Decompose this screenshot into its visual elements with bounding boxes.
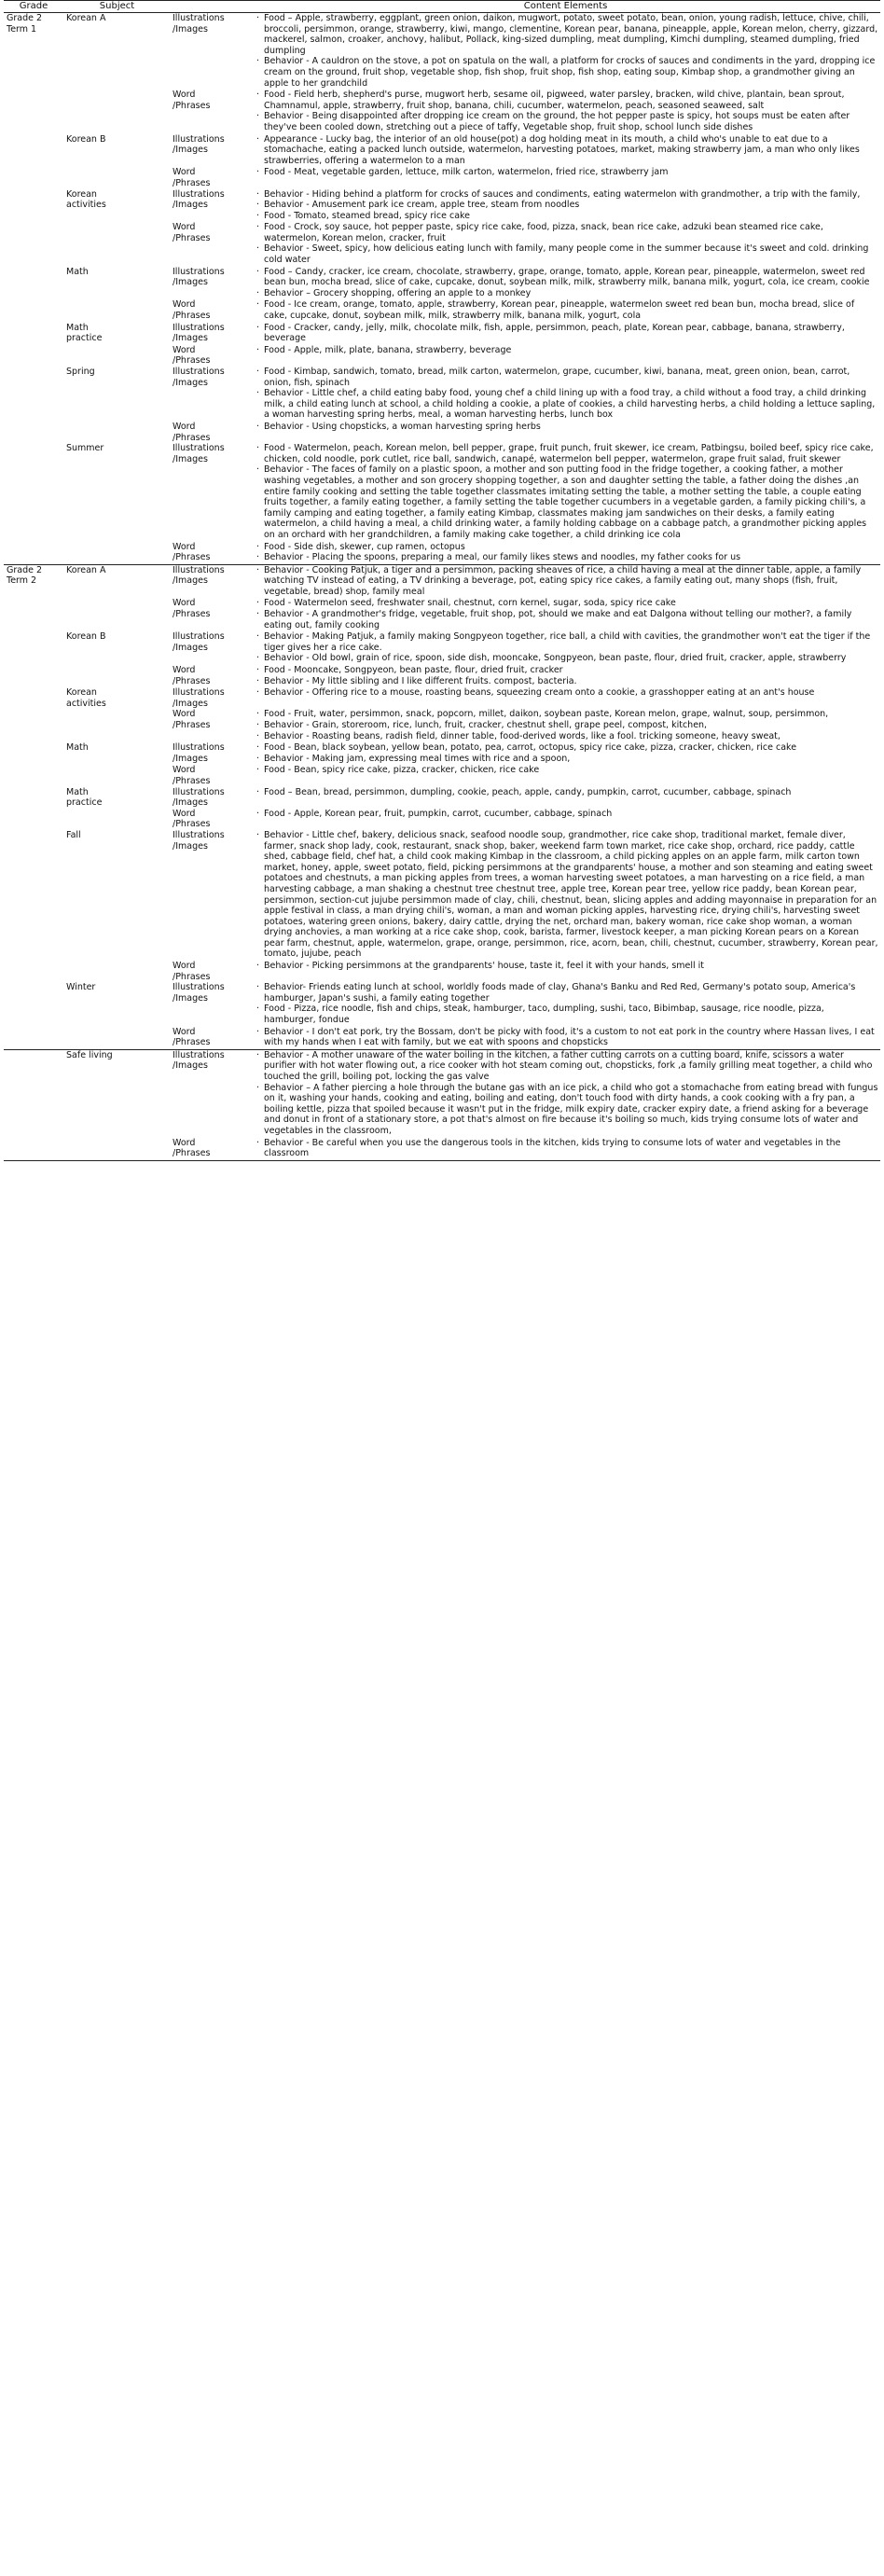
subject-cell (63, 222, 171, 266)
subject-cell (63, 765, 171, 786)
content-item: · Behavior - Roasting beans, radish field, dinner table, food-derived words, like a fool. tricking someone, heavy sweat, (253, 731, 878, 742)
content-item: · Food - Pizza, rice noodle, fish and chips, steak, hamburger, taco, dumpling, sushi, taco, Bibimbap, sausage, rice noodle, pizza, hamburger, fondue (253, 1004, 878, 1025)
subject-cell (63, 90, 171, 133)
content-item: · Food - Apple, milk, plate, banana, strawberry, beverage (253, 345, 878, 356)
content-cell (251, 687, 880, 709)
content-item: · Behavior - The faces of family on a plastic spoon, a mother and son putting food in the fridge together, a cooking father, a mother washing vegetables, a mother and son grocery shopping together, a son and daughter setting the table, a father doing the dishes ,an entire family cooking and setting the table together classmates imitating setting the table, a mother setting the table, a couple eating fruits together, a family eating together, a family setting the table together cucumbers in a vegetable garden, a family picking chili's, a family camping and eating together, a family eating Kimbap, classmates making jam sandwiches on their desks, a family eating watermelon, a child having a meal, a child drinking water, a family holding cabbage on a cabbage patch, a grandmother picking apples on an orchard with her grandchildren, a family making cake together, a child drinking ice cola (253, 464, 878, 540)
grade-cell (4, 982, 63, 1026)
subject-cell (63, 665, 171, 687)
subject-cell (63, 709, 171, 742)
content-item: · Behavior - Making Patjuk, a family making Songpyeon together, rice ball, a child with cavities, the grandmother won't eat the tiger if the tiger gives her a rice cake. (253, 631, 878, 653)
subject-cell: Korean B (66, 133, 106, 145)
grade-cell: Grade 2 Term 2 (4, 564, 63, 598)
subject-cell (63, 1138, 171, 1161)
content-item: · Food - Bean, black soybean, yellow bean, potato, pea, carrot, octopus, spicy rice cake, pizza, cracker, chicken, rice cake (253, 742, 878, 754)
type-cell: Illustrations /Images (173, 367, 225, 388)
grade-cell (4, 742, 63, 765)
content-cell (251, 1049, 880, 1137)
grade-cell (4, 687, 63, 709)
grade-cell (4, 542, 63, 565)
content-item: · Food - Bean, spicy rice cake, pizza, cracker, chicken, rice cake (253, 765, 878, 776)
content-cell (251, 134, 880, 168)
table-row (4, 345, 880, 367)
content-cell (251, 787, 880, 809)
content-cell (251, 345, 880, 367)
grade-cell (4, 765, 63, 786)
table-row (4, 809, 880, 830)
table-row (4, 90, 880, 133)
content-cell (251, 982, 880, 1026)
content-item: · Behavior - A cauldron on the stove, a pot on spatula on the wall, a platform for crocks of sauces and condiments in the yard, dropping ice cream on the ground, fruit shop, vegetable shop, fish shop, fruit shop, fish shop, eating soup, Kimbap shop, a grandmother giving an apple to her grandchild (253, 56, 878, 89)
subject-cell (63, 542, 171, 565)
grade-cell (4, 367, 63, 422)
content-item: · Behavior - Cooking Patjuk, a tiger and a persimmon, packing sheaves of rice, a child having a meal at the dinner table, apple, a family watching TV instead of eating, a TV drinking a beverage, pot, eating spicy rice cakes, a family eating out, many shops (fish, fruit, vegetable, bread) shop, family meal (253, 565, 878, 598)
content-cell (251, 809, 880, 830)
table-row (4, 167, 880, 188)
subject-cell (63, 345, 171, 367)
type-cell: Word /Phrases (173, 709, 211, 730)
type-cell: Word /Phrases (173, 167, 211, 188)
content-item: · Behavior - Little chef, a child eating baby food, young chef a child lining up with a food tray, a child without a food tray, a child drinking milk, a child eating lunch at school, a child holding a cookie, a plate of cookies, a child harvesting herbs, a child holding a lettuce sapling, a woman harvesting spring herbs, meal, a woman harvesting herbs, lunch box (253, 388, 878, 421)
table-row (4, 267, 880, 300)
content-item: · Behavior - Be careful when you use the dangerous tools in the kitchen, kids trying to consume lots of water and vegetables in the classroom (253, 1138, 878, 1159)
table-row (4, 709, 880, 742)
content-cell (251, 443, 880, 541)
content-item: · Food – Bean, bread, persimmon, dumpling, cookie, peach, apple, candy, pumpkin, carrot, cucumber, cabbage, spinach (253, 787, 878, 798)
subject-cell: Math practice (66, 322, 103, 344)
table-row (4, 631, 880, 665)
content-item: · Behavior - Picking persimmons at the grandparents' house, taste it, feel it with your hands, smell it (253, 961, 878, 972)
grade-cell (4, 598, 63, 631)
header-subject: Subject (63, 1, 171, 13)
type-cell: Illustrations /Images (173, 742, 225, 764)
grade-cell (4, 787, 63, 809)
content-item: · Behavior - Making jam, expressing meal times with rice and a spoon, (253, 754, 878, 765)
content-item: · Food - Apple, Korean pear, fruit, pumpkin, carrot, cucumber, cabbage, spinach (253, 809, 878, 820)
content-item: · Food - Mooncake, Songpyeon, bean paste, flour, dried fruit, cracker (253, 665, 878, 676)
subject-cell: Math practice (66, 786, 103, 809)
table-row (4, 830, 880, 961)
subject-cell: Korean B (66, 631, 106, 643)
content-cell (251, 299, 880, 322)
type-cell: Word /Phrases (173, 344, 211, 367)
grade-cell (4, 323, 63, 345)
content-cell (251, 542, 880, 565)
table-row (4, 134, 880, 168)
type-cell: Illustrations /Images (173, 188, 225, 211)
subject-cell (63, 1027, 171, 1050)
grade-cell (4, 809, 63, 830)
subject-cell (63, 167, 171, 188)
content-cell (251, 598, 880, 631)
content-item: · Food - Field herb, shepherd's purse, mugwort herb, sesame oil, pigweed, water parsley, bracken, wild chive, plantain, bean sprout, Chamnamul, apple, strawberry, fruit shop, banana, chili, cucumber, watermelon, peach, seasoned seaweed, salt (253, 90, 878, 111)
table-row (4, 1027, 880, 1050)
subject-cell: Fall (66, 829, 81, 840)
content-cell (251, 323, 880, 345)
subject-cell (63, 961, 171, 982)
content-elements-table (4, 0, 880, 1161)
content-item: · Behavior - I don't eat pork, try the Bossam, don't be picky with food, it's a custom to not eat pork in the country where Hassan lives, I eat with my hands when I eat with family, but we eat with spoons and chopsticks (253, 1027, 878, 1048)
type-cell: Word /Phrases (173, 1026, 211, 1048)
table-row (4, 742, 880, 765)
subject-cell (63, 598, 171, 631)
grade-cell: Grade 2 Term 1 (7, 13, 43, 35)
table-row (4, 367, 880, 422)
grade-cell (4, 1138, 63, 1161)
type-cell: Word /Phrases (173, 808, 211, 830)
content-cell (251, 367, 880, 422)
table-row (4, 982, 880, 1026)
type-cell: Illustrations /Images (173, 786, 225, 809)
content-cell (251, 631, 880, 665)
grade-cell (4, 189, 63, 223)
type-cell: Illustrations /Images (171, 564, 251, 598)
type-cell: Illustrations /Images (173, 13, 225, 35)
content-item: · Behavior - Little chef, bakery, delicious snack, seafood noodle soup, grandmother, rice cake shop, traditional market, female diver, farmer, snack shop lady, cook, restaurant, snack shop, baker, weekend farm town market, rice cake shop, orchard, rice paddy, cattle shed, cabbage field, chef hat, a child cook making Kimbap in the classroom, a child picking apples on an apple farm, milk carton town market, honey, apple, sweet potato, field, picking persimmons at the grandparents' house, a mother and son steaming and eating sweet potatoes and chestnuts, a man picking apples from trees, a woman harvesting sweet potatoes, a man harvesting on a rice field, a man harvesting cabbage, a man shaking a chestnut tree chestnut tree, apple tree, Korean pear tree, yellow rice paddy, bean Korean pear, persimmon, section-cut jujube persimmon made of clay, chili, chestnut, bean, slicing apples and adding mayonnaise in preparation for an apple festival in class, a man drying chili's, woman, a man and woman picking apples, harvesting rice, drying chili's, harvesting sweet potatoes, watering green onions, bakery, dairy cattle, drying the net, orchard man, bakery woman, rice cake shop woman, a woman drying anchovies, a man working at a rice cake shop, cook, barista, farmer, livestock keeper, a man picking Korean pears on a Korean pear farm, chestnut, apple, watermelon, grape, orange, persimmon, rice, acorn, bean, chili, chestnut, cucumber, strawberry, Korean pear, tomato, jujube, peach (253, 830, 878, 960)
type-cell: Illustrations /Images (173, 133, 225, 156)
grade-cell (4, 665, 63, 687)
subject-cell (63, 809, 171, 830)
content-item: · Food - Kimbap, sandwich, tomato, bread, milk carton, watermelon, grape, cucumber, kiwi, banana, meat, green onion, bean, carrot, onion, fish, spinach (253, 367, 878, 388)
content-cell (251, 13, 880, 90)
type-cell: Word /Phrases (173, 541, 211, 563)
subject-cell: Spring (66, 367, 95, 377)
content-cell (251, 189, 880, 223)
subject-cell: Korean A (63, 564, 171, 598)
header-grade: Grade (4, 1, 63, 13)
type-cell: Word /Phrases (173, 765, 211, 786)
content-item: · Food – Apple, strawberry, eggplant, green onion, daikon, mugwort, potato, sweet potato, bean, onion, young radish, lettuce, chive, chili, broccoli, persimmon, orange, strawberry, kiwi, mango, clementine, Korean pear, banana, pineapple, apple, Korean melon, cherry, gizzard, mackerel, salmon, croaker, anchovy, halibut, Pollack, king-sized dumpling, meat dumpling, Kimchi dumpling, steamed dumpling, fried dumpling (253, 13, 878, 56)
type-cell: Illustrations /Images (173, 266, 225, 288)
content-item: · Food - Meat, vegetable garden, lettuce, milk carton, watermelon, fried rice, strawberry jam (253, 167, 878, 178)
content-item: · Food - Ice cream, orange, tomato, apple, strawberry, Korean pear, pineapple, watermelon sweet red bean bun, mocha bread, slice of cake, cupcake, donut, soybean milk, milk, strawberry milk, banana milk, yogurt, cola (253, 299, 878, 321)
content-item: · Behavior - Amusement park ice cream, apple tree, steam from noodles (253, 200, 878, 211)
type-cell: Word /Phrases (173, 222, 211, 243)
grade-cell (4, 961, 63, 982)
grade-cell (4, 709, 63, 742)
content-cell (251, 1027, 880, 1050)
grade-cell (4, 267, 63, 300)
content-item: · Behavior - A mother unaware of the water boiling in the kitchen, a father cutting carrots on a cutting board, knife, scissors a water purifier with hot water flowing out, a rice cooker with hot steam coming out, chopsticks, fork ,a family grilling meat together, a child who touched the grill, boiling pot, locking the gas valve (253, 1050, 878, 1083)
content-item: · Behavior - My little sibling and I like different fruits. compost, bacteria. (253, 676, 878, 687)
header-type (171, 1, 251, 13)
type-cell: Word /Phrases (173, 90, 211, 111)
grade-cell (4, 1027, 63, 1050)
content-item: · Food - Tomato, steamed bread, spicy rice cake (253, 211, 878, 222)
type-cell: Word /Phrases (173, 421, 211, 443)
content-cell (251, 167, 880, 188)
subject-cell (63, 299, 171, 322)
content-item: · Behavior – Grocery shopping, offering an apple to a monkey (253, 288, 878, 299)
table-row (4, 299, 880, 322)
type-cell: Illustrations /Images (171, 1049, 251, 1137)
type-cell: Word /Phrases (171, 1138, 251, 1161)
grade-cell (4, 422, 63, 443)
type-cell: Illustrations /Images (173, 829, 225, 852)
subject-cell: Math (66, 742, 89, 754)
content-cell (251, 709, 880, 742)
content-item: · Appearance - Lucky bag, the interior of an old house(pot) a dog holding meat in its mouth, a child who's unable to eat due to a stomachache, eating a packed lunch outside, watermelon, harvesting potatoes, market, making strawberry jam, a man who only likes strawberries, offering a watermelon to a man (253, 134, 878, 167)
content-item: · Food – Candy, cracker, ice cream, chocolate, strawberry, grape, orange, tomato, apple, Korean pear, pineapple, watermelon, sweet red bean bun, mocha bread, slice of cake, cupcake, donut, soybean milk, milk, strawberry milk, banana milk, yogurt, cola, ice cream, cookie (253, 267, 878, 288)
subject-cell: Korean activities (66, 188, 106, 211)
content-item: · Food - Watermelon, peach, Korean melon, bell pepper, grape, fruit punch, fruit skewer, ice cream, Patbingsu, boiled beef, spicy rice cake, chicken, cold noodle, pork cutlet, rice ball, sandwich, canapé, watermelon bell pepper, watermelon, grape fruit salad, fruit skewer (253, 443, 878, 464)
type-cell: Illustrations /Images (173, 631, 225, 653)
table-row (4, 422, 880, 443)
content-item: · Behavior - Being disappointed after dropping ice cream on the ground, the hot pepper paste is spicy, hot soups must be eaten after they've been cooled down, stretching out a piece of taffy, Vegetable shop, fruit shop, school lunch side dishes (253, 111, 878, 132)
grade-cell (4, 134, 63, 168)
grade-cell (4, 299, 63, 322)
type-cell: Word /Phrases (173, 299, 211, 322)
header-content: Content Elements (251, 1, 880, 13)
type-cell: Word /Phrases (173, 598, 211, 620)
content-cell (251, 961, 880, 982)
content-cell (251, 422, 880, 443)
content-item: · Behavior- Friends eating lunch at school, worldly foods made of clay, Ghana's Banku and Red Red, Germany's potato soup, America's hamburger, Japan's sushi, a family eating together (253, 982, 878, 1004)
content-item: · Food - Fruit, water, persimmon, snack, popcorn, millet, daikon, soybean paste, Korean melon, grape, walnut, soup, persimmon, (253, 709, 878, 720)
grade-cell (4, 830, 63, 961)
grade-cell (4, 631, 63, 665)
content-cell (251, 222, 880, 266)
content-item: · Food - Crock, soy sauce, hot pepper paste, spicy rice cake, food, pizza, snack, bean rice cake, adzuki bean steamed rice cake, watermelon, Korean melon, cracker, fruit (253, 222, 878, 243)
type-cell: Illustrations /Images (173, 687, 225, 709)
table-row (4, 787, 880, 809)
content-cell (251, 90, 880, 133)
table-row (4, 961, 880, 982)
subject-cell: Summer (66, 443, 104, 454)
content-item: · Behavior - Sweet, spicy, how delicious eating lunch with family, many people come in the summer because it's sweet and cold. drinking cold water (253, 243, 878, 265)
subject-cell (63, 422, 171, 443)
type-cell: Illustrations /Images (173, 443, 225, 464)
subject-cell: Korean activities (66, 687, 106, 709)
table-row (4, 1049, 880, 1137)
subject-cell: Safe living (63, 1049, 171, 1137)
content-item: · Food - Side dish, skewer, cup ramen, octopus (253, 542, 878, 553)
table-row (4, 443, 880, 541)
table-row (4, 13, 880, 90)
type-cell: Word /Phrases (173, 665, 211, 686)
table-row (4, 542, 880, 565)
content-cell (251, 665, 880, 687)
content-cell (251, 830, 880, 961)
type-cell: Word /Phrases (173, 961, 211, 982)
type-cell: Illustrations /Images (173, 982, 225, 1004)
table-row (4, 665, 880, 687)
grade-cell (4, 1049, 63, 1137)
grade-cell (4, 167, 63, 188)
grade-cell (4, 222, 63, 266)
content-item: · Behavior - Using chopsticks, a woman harvesting spring herbs (253, 422, 878, 433)
content-cell (251, 742, 880, 765)
content-item: · Behavior - Old bowl, grain of rice, spoon, side dish, mooncake, Songpyeon, bean paste, flour, dried fruit, cracker, apple, strawberry (253, 653, 878, 664)
content-item: · Behavior - Offering rice to a mouse, roasting beans, squeezing cream onto a cookie, a grasshopper eating at an ant's house (253, 687, 878, 699)
content-item: · Behavior - Grain, storeroom, rice, lunch, fruit, cracker, chestnut shell, grape peel, compost, kitchen, (253, 720, 878, 731)
subject-cell: Math (66, 266, 89, 277)
grade-cell (4, 443, 63, 541)
table-row (4, 598, 880, 631)
grade-cell (4, 90, 63, 133)
header-row (4, 1, 880, 13)
grade-cell (4, 345, 63, 367)
subject-cell: Korean A (66, 13, 106, 23)
content-item: · Food - Watermelon seed, freshwater snail, chestnut, corn kernel, sugar, soda, spicy rice cake (253, 598, 878, 609)
table-row (4, 687, 880, 709)
content-item: · Behavior - A grandmother's fridge, vegetable, fruit shop, pot, should we make and eat Dalgona without telling our mother?, a family eating out, family cooking (253, 609, 878, 630)
content-cell (251, 1138, 880, 1161)
table-row (4, 1138, 880, 1161)
content-cell (251, 267, 880, 300)
content-cell (251, 564, 880, 598)
subject-cell: Winter (66, 982, 96, 993)
type-cell: Illustrations /Images (173, 322, 225, 344)
content-item: · Food - Cracker, candy, jelly, milk, chocolate milk, fish, apple, persimmon, peach, plate, Korean pear, cabbage, banana, strawberry, beverage (253, 323, 878, 344)
table-row (4, 189, 880, 223)
content-cell (251, 765, 880, 786)
table-row (4, 564, 880, 598)
content-item: · Behavior - Hiding behind a platform for crocks of sauces and condiments, eating watermelon with grandmother, a trip with the family, (253, 189, 878, 201)
content-item: · Behavior – A father piercing a hole through the butane gas with an ice pick, a child who got a stomachache from eating bread with fungus on it, washing your hands, cooking and eating, boiling and eating, don't touch food with dirty hands, a cook cooking with a fry pan, a boiling kettle, pizza that spoiled because it wasn't put in the fridge, milk expiry date, cracker expiry date, a friend asking for a beverage and donut in front of a stationary store, a pot that's almost on fire because it's boiling so much, kids trying consume lots of water and vegetables in the classroom, (253, 1083, 878, 1137)
table-row (4, 323, 880, 345)
table-row (4, 765, 880, 786)
table-row (4, 222, 880, 266)
content-item: · Behavior - Placing the spoons, preparing a meal, our family likes stews and noodles, my father cooks for us (253, 552, 878, 563)
